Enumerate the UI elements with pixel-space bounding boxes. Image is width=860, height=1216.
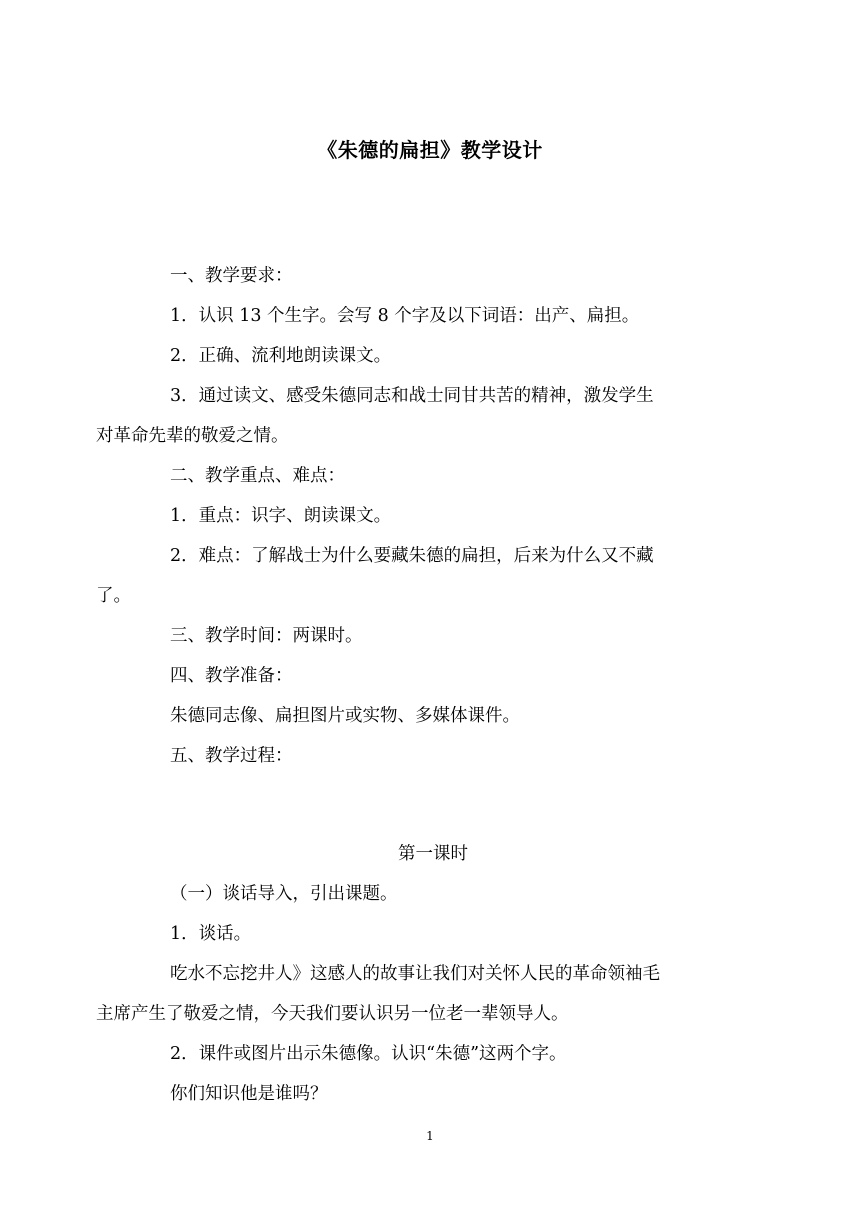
step-1-question: 你们知识他是谁吗？ <box>170 1084 328 1104</box>
step-1-narration-line-2: 主席产生了敬爱之情，今天我们要认识另一位老一辈领导人。 <box>96 1004 569 1024</box>
requirement-item-3-line-2: 对革命先辈的敬爱之情。 <box>96 426 289 446</box>
step-1-narration <box>96 954 733 1034</box>
preparation-materials: 朱德同志像、扁担图片或实物、多媒体课件。 <box>170 706 520 726</box>
section-teaching-requirements: 一、教学要求： <box>170 266 293 286</box>
key-point-item-2-line-1: 2．难点：了解战士为什么要藏朱德的扁担，后来为什么又不藏 <box>170 546 654 566</box>
section-key-points: 二、教学重点、难点： <box>170 466 345 486</box>
key-point-item-2 <box>96 536 733 616</box>
step-1-narration-line-1: 吃水不忘挖井人》这感人的故事让我们对关怀人民的革命领袖毛 <box>170 964 660 984</box>
document-title: 《朱德的扁担》教学设计 <box>317 138 543 162</box>
step-1-item-1: 1．谈话。 <box>170 924 252 944</box>
section-teaching-process: 五、教学过程： <box>170 746 293 766</box>
requirement-item-3 <box>96 376 733 456</box>
document-body <box>96 256 733 1114</box>
step-1-intro: （一）谈话导入，引出课题。 <box>170 884 398 904</box>
section-teaching-preparation: 四、教学准备： <box>170 666 293 686</box>
key-point-item-1: 1．重点：识字、朗读课文。 <box>170 506 392 526</box>
first-lesson-heading: 第一课时 <box>398 844 468 864</box>
section-teaching-time: 三、教学时间：两课时。 <box>170 626 363 646</box>
requirement-item-3-line-1: 3．通过读文、感受朱德同志和战士同甘共苦的精神，激发学生 <box>170 386 654 406</box>
step-1-item-2: 2．课件或图片出示朱德像。认识“朱德”这两个字。 <box>170 1044 567 1064</box>
requirement-item-1: 1．认识 13 个生字。会写 8 个字及以下词语：出产、扁担。 <box>170 306 640 326</box>
requirement-item-2: 2．正确、流利地朗读课文。 <box>170 346 392 366</box>
key-point-item-2-line-2: 了。 <box>96 586 131 606</box>
page-number: 1 <box>426 1129 434 1143</box>
